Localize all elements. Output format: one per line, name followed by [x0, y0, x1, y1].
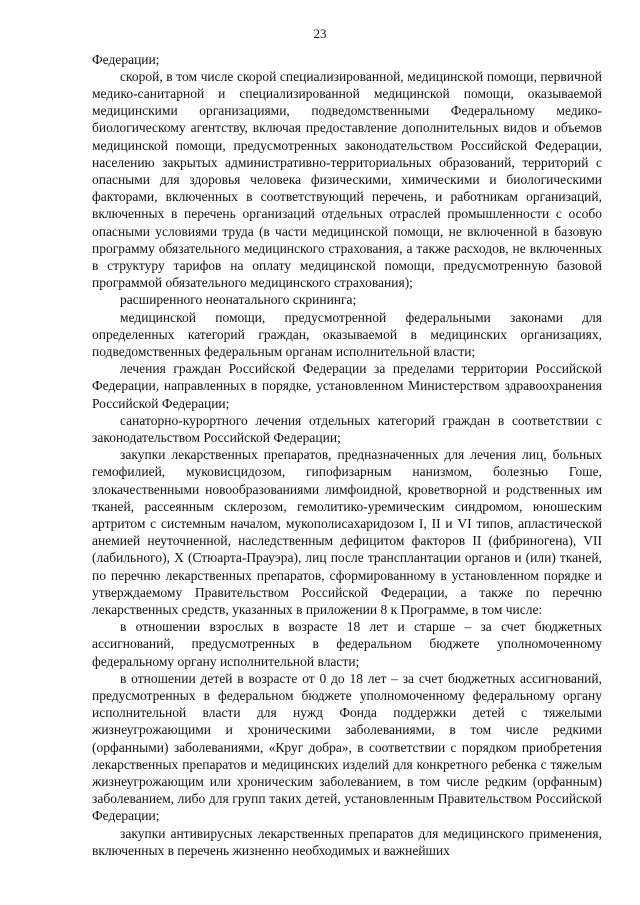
- paragraph: лечения граждан Российской Федерации за пределами территории Российской Федерации, направленных в порядке, установленном Министерством здравоохранения Российской Федерации;: [92, 361, 602, 411]
- paragraph: Федерации;: [92, 51, 160, 67]
- document-body: [92, 51, 602, 860]
- paragraph: в отношении детей в возрасте от 0 до 18 лет – за счет бюджетных ассигнований, предусмотренных в федеральном бюджете уполномоченному федеральному органу исполнительной власти для нужд Фонда поддержки детей с тяжелыми жизнеугрожающими и хроническими заболеваниями, в том числе редкими (орфанными) заболеваниями, «Круг добра», в соответствии с порядком приобретения лекарственных препаратов и медицинских изделий для конкретного ребенка с тяжелым жизнеугрожающим или хроническим заболеванием, в том числе редким (орфанным) заболеванием, либо для групп таких детей, установленным Правительством Российской Федерации;: [92, 670, 602, 824]
- paragraph: медицинской помощи, предусмотренной федеральными законами для определенных категорий граждан, оказываемой в медицинских организациях, подведомственных федеральным органам исполнительной власти;: [92, 309, 602, 359]
- paragraph: скорой, в том числе скорой специализированной, медицинской помощи, первичной медико-санитарной и специализированной медицинской помощи, оказываемой медицинскими организациями, подведомственными Федеральному медико-биологическому агентству, включая предоставление дополнительных видов и объемов медицинской помощи, предусмотренных законодательством Российской Федерации, населению закрытых административно-территориальных образований, территорий с опасными для здоровья человека физическими, химическими и биологическими факторами, включенных в соответствующий перечень, и работникам организаций, включенных в перечень организаций отдельных отраслей промышленности с особо опасными условиями труда (в части медицинской помощи, не включенной в базовую программу обязательного медицинского страхования, а также расходов, не включенных в структуру тарифов на оплату медицинской помощи, предусмотренную базовой программой обязательного медицинского страхования);: [92, 68, 602, 291]
- page-number: 23: [313, 26, 327, 41]
- paragraph: закупки антивирусных лекарственных препаратов для медицинского применения, включенных в перечень жизненно необходимых и важнейших: [92, 825, 602, 858]
- paragraph: в отношении взрослых в возрасте 18 лет и старше – за счет бюджетных ассигнований, предусмотренных в федеральном бюджете уполномоченному федеральному органу исполнительной власти;: [92, 619, 602, 669]
- paragraph: санаторно-курортного лечения отдельных категорий граждан в соответствии с законодательством Российской Федерации;: [92, 412, 602, 445]
- paragraph: закупки лекарственных препаратов, предназначенных для лечения лиц, больных гемофилией, муковисцидозом, гипофизарным нанизмом, болезнью Гоше, злокачественными новообразованиями лимфоидной, кроветворной и родственных им тканей, рассеянным склерозом, гемолитико-уремическим синдромом, юношеским артритом с системным началом, мукополисахаридозом I, II и VI типов, апластической анемией неуточненной, наследственным дефицитом факторов II (фибриногена), VII (лабильного), X (Стюарта-Прауэра), лиц после трансплантации органов и (или) тканей, по перечню лекарственных препаратов, сформированному в установленном порядке и утверждаемому Правительством Российской Федерации, а также по перечню лекарственных средств, указанных в приложении 8 к Программе, в том числе:: [92, 447, 602, 617]
- paragraph: расширенного неонатального скрининга;: [120, 292, 357, 308]
